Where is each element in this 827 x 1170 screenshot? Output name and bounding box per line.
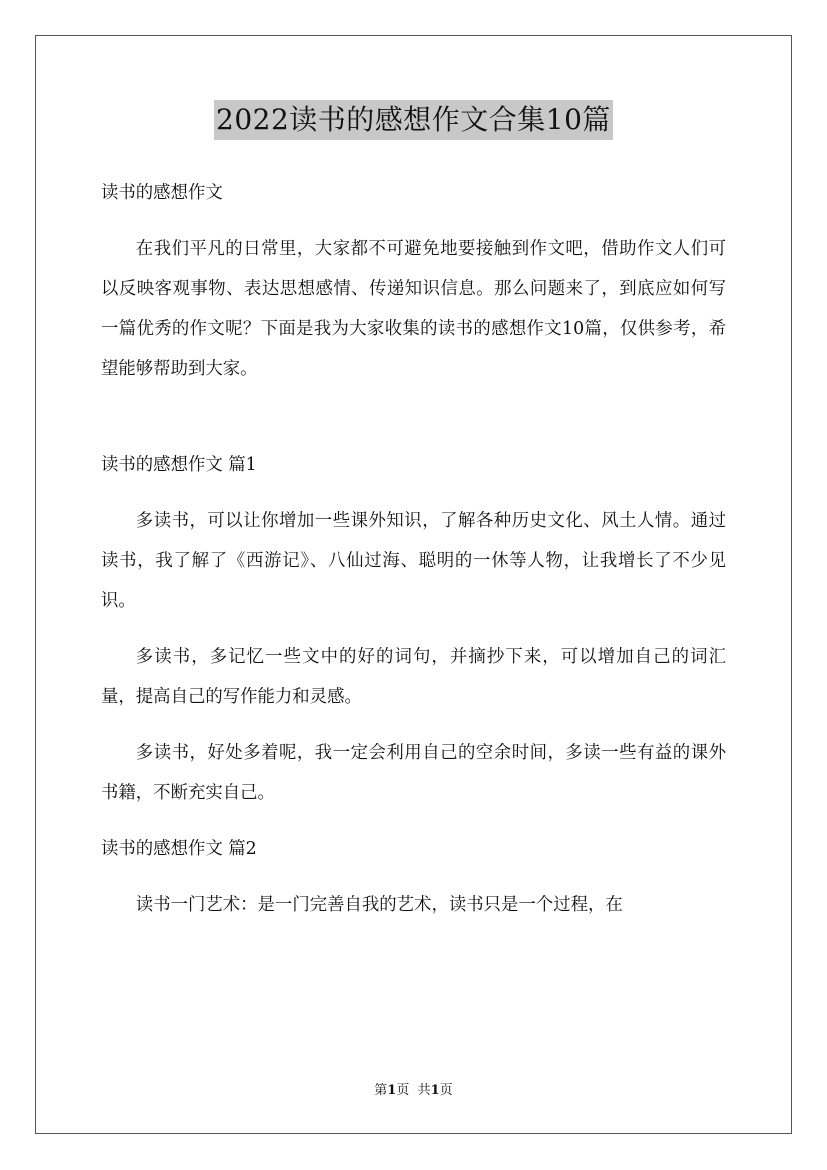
paragraph: 读书一门艺术：是一门完善自我的艺术，读书只是一个过程，在 [135,895,623,915]
paragraph: 多读书，可以让你增加一些课外知识，了解各种历史文化、风土人情。通过读书，我了解了《西游记》、八仙过海、聪明的一休等人物，让我增长了不少见识。 [101,511,726,611]
title-container [0,100,827,140]
section-part-2 [101,829,726,925]
paragraph: 多读书，多记忆一些文中的好的词句，并摘抄下来，可以增加自己的词汇量，提高自己的写作能力和灵感。 [101,647,726,707]
section-heading: 读书的感想作文 篇1 [101,455,257,475]
page-footer [0,1081,827,1101]
page-label-prefix: 第 [374,1083,388,1098]
section-intro [101,173,726,389]
section-heading: 读书的感想作文 [101,183,223,203]
total-label-prefix: 共 [417,1083,431,1098]
page-label-suffix: 页 [396,1083,410,1098]
paragraph: 多读书，好处多着呢，我一定会利用自己的空余时间，多读一些有益的课外书籍，不断充实自己。 [101,743,726,803]
document-title: 2022读书的感想作文合集10篇 [214,100,613,140]
document-body [101,173,726,925]
section-heading: 读书的感想作文 篇2 [101,839,257,859]
page-current: 1 [387,1083,397,1098]
paragraph: 在我们平凡的日常里，大家都不可避免地要接触到作文吧，借助作文人们可以反映客观事物、表达思想感情、传递知识信息。那么问题来了，到底应如何写一篇优秀的作文呢？下面是我为大家收集的读书的感想作文10篇，仅供参考，希望能够帮助到大家。 [101,239,726,379]
section-part-1 [101,445,726,813]
total-label-suffix: 页 [439,1083,453,1098]
page-total: 1 [430,1083,440,1098]
